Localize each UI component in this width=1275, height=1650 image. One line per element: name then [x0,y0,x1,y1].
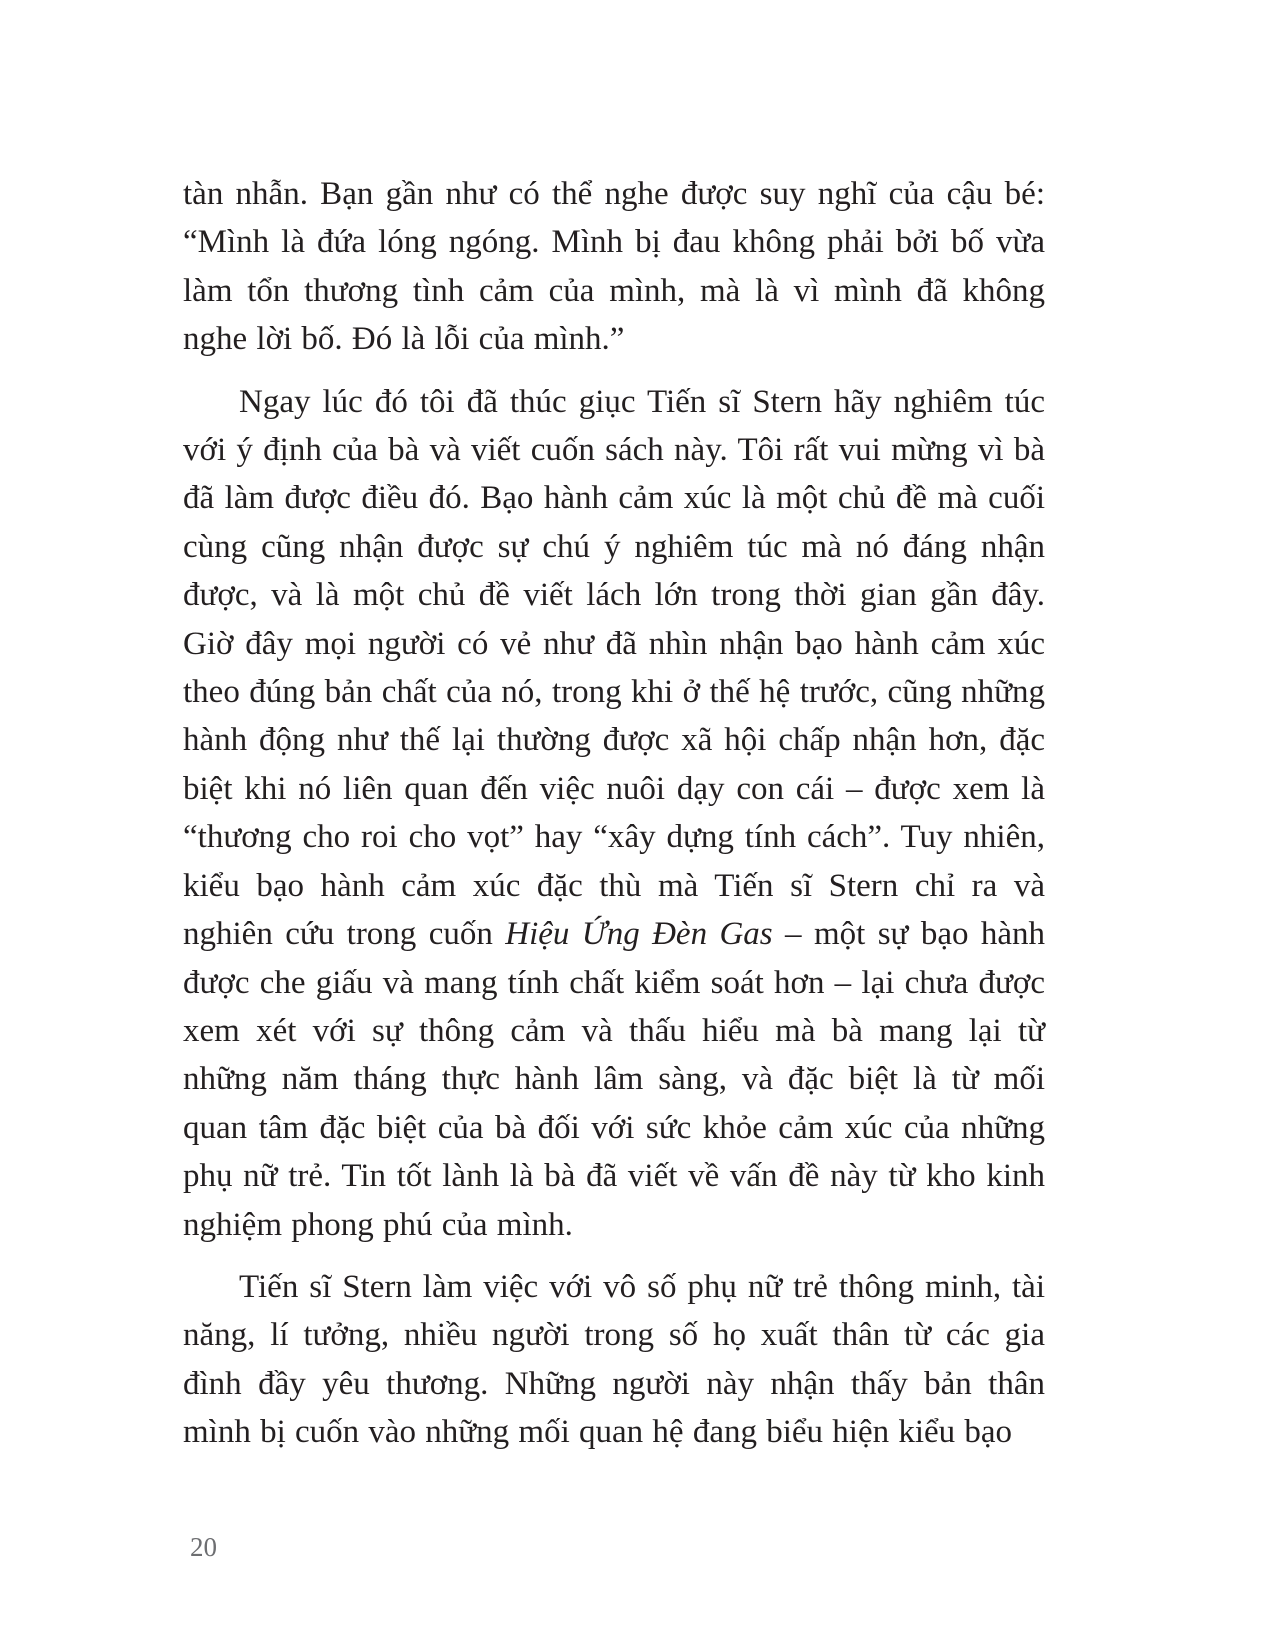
book-title: Hiệu Ứng Đèn Gas [505,916,773,953]
paragraph-1 [183,170,1045,364]
page-number: 20 [190,1532,217,1562]
page-body [183,170,1045,1471]
paragraph-1-text: tàn nhẫn. Bạn gần như có thể nghe được suy nghĩ của cậu bé: “Mình là đứa lóng ngóng. Mình bị đau không phải bởi bố vừa làm tổn thương tình cảm của mình, mà là vì mình đã không nghe lời bố. Đó là lỗi của mình.” [183,176,1045,358]
paragraph-2-text-after: – một sự bạo hành được che giấu và mang tính chất kiểm soát hơn – lại chưa được xem xét với sự thông cảm và thấu hiểu mà bà mang lại từ những năm tháng thực hành lâm sàng, và đặc biệt là từ mối quan tâm đặc biệt của bà đối với sức khỏe cảm xúc của những phụ nữ trẻ. Tin tốt lành là bà đã viết về vấn đề này từ kho kinh nghiệm phong phú của mình. [183,916,1046,1243]
paragraph-3-text: Tiến sĩ Stern làm việc với vô số phụ nữ trẻ thông minh, tài năng, lí tưởng, nhiều người trong số họ xuất thân từ các gia đình đầy yêu thương. Những người này nhận thấy bản thân mình bị cuốn vào những mối quan hệ đang biểu hiện kiểu bạo [183,1268,1045,1451]
paragraph-3 [183,1263,1045,1457]
paragraph-2 [183,378,1045,1249]
paragraph-2-text-before: Ngay lúc đó tôi đã thúc giục Tiến sĩ Stern hãy nghiêm túc với ý định của bà và viết cuốn sách này. Tôi rất vui mừng vì bà đã làm được điều đó. Bạo hành cảm xúc là một chủ đề mà cuối cùng cũng nhận được sự chú ý nghiêm túc mà nó đáng nhận được, và là một chủ đề viết lách lớn trong thời gian gần đây. Giờ đây mọi người có vẻ như đã nhìn nhận bạo hành cảm xúc theo đúng bản chất của nó, trong khi ở thế hệ trước, cũng những hành động như thế lại thường được xã hội chấp nhận hơn, đặc biệt khi nó liên quan đến việc nuôi dạy con cái – được xem là “thương cho roi cho vọt” hay “xây dựng tính cách”. Tuy nhiên, kiểu bạo hành cảm xúc đặc thù mà Tiến sĩ Stern chỉ ra và nghiên cứu trong cuốn [183,383,1045,953]
